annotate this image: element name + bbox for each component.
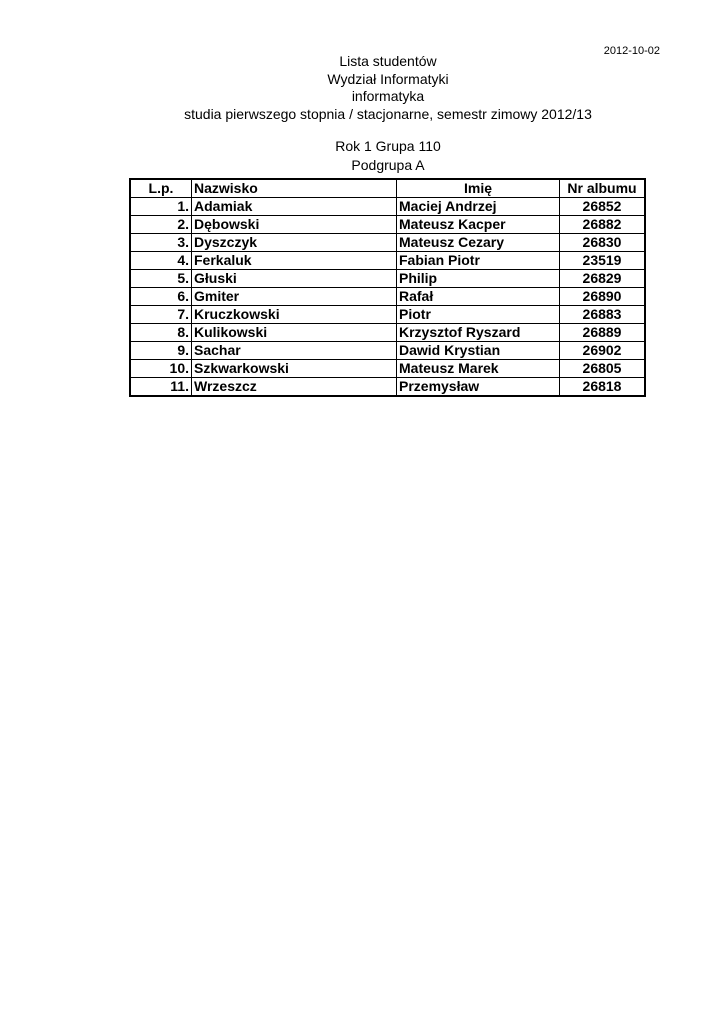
row-lp: 9. — [130, 342, 192, 360]
row-surname: Wrzeszcz — [192, 378, 397, 397]
column-header-album: Nr albumu — [560, 179, 646, 198]
row-lp: 3. — [130, 234, 192, 252]
row-album: 26852 — [560, 198, 646, 216]
table-row — [130, 216, 645, 234]
row-name: Mateusz Kacper — [397, 216, 560, 234]
row-surname: Szkwarkowski — [192, 360, 397, 378]
table-row — [130, 234, 645, 252]
row-lp: 4. — [130, 252, 192, 270]
row-album: 26829 — [560, 270, 646, 288]
document-title: Lista studentów — [339, 53, 437, 69]
column-header-lp: L.p. — [130, 179, 192, 198]
table-row — [130, 252, 645, 270]
row-album: 26818 — [560, 378, 646, 397]
row-surname: Dębowski — [192, 216, 397, 234]
row-name: Mateusz Marek — [397, 360, 560, 378]
row-lp: 6. — [130, 288, 192, 306]
row-surname: Ferkaluk — [192, 252, 397, 270]
row-lp: 1. — [130, 198, 192, 216]
row-surname: Dyszczyk — [192, 234, 397, 252]
row-name: Philip — [397, 270, 560, 288]
row-album: 23519 — [560, 252, 646, 270]
student-list-table — [129, 178, 646, 397]
row-surname: Adamiak — [192, 198, 397, 216]
table-row — [130, 198, 645, 216]
row-surname: Kulikowski — [192, 324, 397, 342]
row-name: Piotr — [397, 306, 560, 324]
row-album: 26882 — [560, 216, 646, 234]
row-album: 26830 — [560, 234, 646, 252]
subgroup: Podgrupa A — [351, 157, 425, 173]
table-header-row — [130, 179, 645, 198]
column-header-surname: Nazwisko — [192, 179, 397, 198]
row-name: Maciej Andrzej — [397, 198, 560, 216]
table-row — [130, 306, 645, 324]
row-lp: 7. — [130, 306, 192, 324]
row-album: 26889 — [560, 324, 646, 342]
table-row — [130, 378, 645, 397]
table-row — [130, 270, 645, 288]
row-lp: 10. — [130, 360, 192, 378]
row-name: Fabian Piotr — [397, 252, 560, 270]
document-date: 2012-10-02 — [603, 45, 660, 57]
row-name: Rafał — [397, 288, 560, 306]
row-surname: Gmiter — [192, 288, 397, 306]
year-group: Rok 1 Grupa 110 — [335, 138, 441, 154]
table-row — [130, 288, 645, 306]
table-row — [130, 324, 645, 342]
row-surname: Kruczkowski — [192, 306, 397, 324]
faculty-name: Wydział Informatyki — [327, 71, 449, 87]
study-info: studia pierwszego stopnia / stacjonarne, semestr zimowy 2012/13 — [184, 106, 592, 122]
row-lp: 2. — [130, 216, 192, 234]
row-album: 26883 — [560, 306, 646, 324]
row-name: Dawid Krystian — [397, 342, 560, 360]
row-album: 26902 — [560, 342, 646, 360]
row-surname: Głuski — [192, 270, 397, 288]
table-row — [130, 342, 645, 360]
row-surname: Sachar — [192, 342, 397, 360]
row-album: 26890 — [560, 288, 646, 306]
column-header-name: Imię — [397, 179, 560, 198]
field-of-study: informatyka — [351, 88, 425, 104]
table-row — [130, 360, 645, 378]
row-name: Przemysław — [397, 378, 560, 397]
row-lp: 8. — [130, 324, 192, 342]
row-album: 26805 — [560, 360, 646, 378]
row-lp: 5. — [130, 270, 192, 288]
row-name: Krzysztof Ryszard — [397, 324, 560, 342]
row-name: Mateusz Cezary — [397, 234, 560, 252]
table-body — [130, 198, 645, 397]
row-lp: 11. — [130, 378, 192, 397]
